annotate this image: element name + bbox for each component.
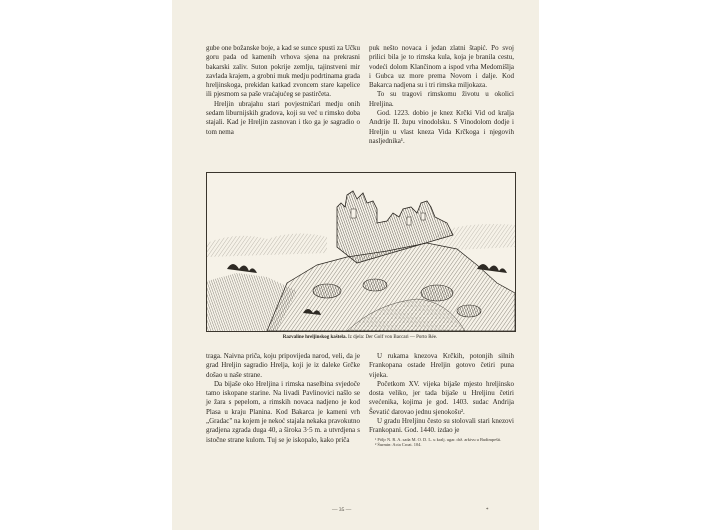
text-column-4	[369, 352, 514, 448]
castle-ruins-illustration	[206, 172, 516, 332]
footnote: ² Šurmin: Acta Croat. 104.	[375, 442, 422, 448]
text-column-2	[369, 44, 514, 146]
paragraph: traga. Naivna priča, koju pripovijeda narod, veli, da je grad Hreljin sagradio Hrelja, koji je iz daleke Grčke došao u naše strane.	[206, 352, 360, 379]
text-column-3	[206, 352, 360, 445]
paragraph: Hreljin ubrajahu stari povjestničari medju onih sedam liburnijskih gradova, koji su već u rimsko doba stajali. Kad je Hreljin zasnovan i tko ga je sagradio o tom nema	[206, 99, 360, 136]
paragraph: puk nešto novaca i jedan zlatni štapić. Po svoj prilici bila je to rimska kula, koja je branila cestu, vodeći dolom Klančinom a ispod vrha Medomišlja i Gubca uz more prema Novom i dalje. Kod Bakarca nadjena su i tri rimska miljokaza.	[369, 44, 514, 90]
paragraph: To su tragovi rimskomu životu u okolici Hreljina.	[369, 90, 514, 108]
paragraph: U rukama knezova Krčkih, potonjih silnih Frankopana ostade Hreljin gotovo četiri puna vijeka.	[369, 352, 514, 379]
castle-ruins-drawing	[207, 173, 515, 331]
caption-source: Iz djela: Der Golf von Baccari — Porto Rée.	[346, 335, 438, 340]
figure-caption	[206, 335, 514, 340]
text-column-1	[206, 44, 360, 137]
page-mark: *	[486, 508, 489, 513]
paragraph: gube one božanske boje, a kad se sunce spusti za Učku goru pada od kamenih vrhova sjena na prekrasni bakarski zaliv. Suton pokrije zemlju, tajinstveni mir zavlada krajem, a grobni muk medju podrtinama grada hreljinskoga, prekidan katkad zvoncem stare kapelice ili pjesmom sa paše vraćajućeg se pastirčeta.	[206, 44, 360, 99]
paragraph: U gradu Hreljinu često su stolovali stari knezovi Frankopani. God. 1440. izdao je	[369, 417, 514, 435]
book-page	[172, 0, 539, 530]
paragraph: God. 1223. dobio je knez Krčki Vid od kralja Andrije II. župu vinodolsku. S Vinodolom dodje i Hreljin u vlast kneza Vida Krčkoga i njegovih nasljednika¹.	[369, 109, 514, 145]
page-number: — 35 —	[332, 507, 352, 513]
caption-title: Razvaline hreljinskog kaštela.	[282, 335, 347, 340]
footnote: ¹ Pöljr N. R. A. sada M. O. D. L. u kralj. ugar. drž. arkivu u Budimpešti.	[375, 436, 502, 442]
paragraph: Da bijaše oko Hreljina i rimska naselbina svjedoče tamo iskopane starine. Na livadi Pavlinovici našlo se je žara s pepelom, a rimskih novaca nadjeno je kod Plasa u kraju Planina. Kod Bakarca je kameni vrh „Gradac" na kojem je nekoć stajala nekaka pravokutno gradjena zgrada duga 40, a široka 3·5 m. a utvrdjena s istočne strane kulom. Tuj se je iskopalo, kako priča	[206, 379, 360, 444]
paragraph: Početkom XV. vijeka bijaše mjesto hreljinsko dosta veliko, jer tada bijaše u Hreljinu četiri svećenika, kojima je god. 1403. sudac Andrija Ševatić darovao jednu sjenokošu².	[369, 379, 514, 416]
